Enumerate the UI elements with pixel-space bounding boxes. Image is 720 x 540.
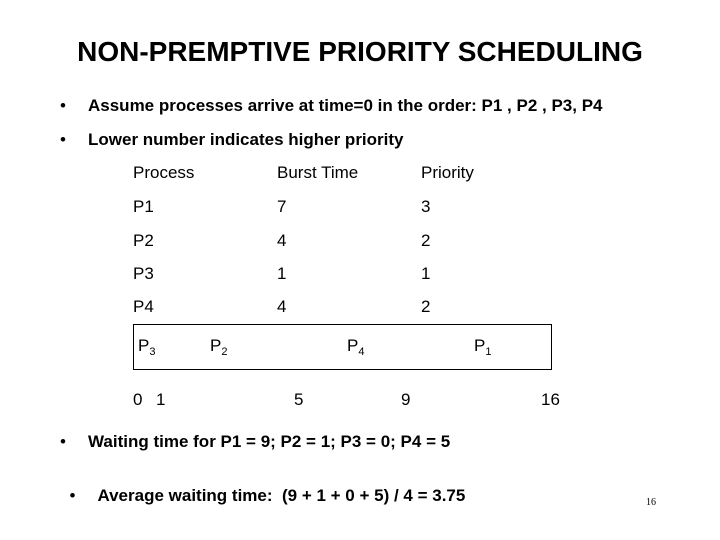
gantt-segment-name: P (474, 336, 486, 355)
table-cell-priority: 2 (421, 297, 431, 316)
table-cell-process: P4 (133, 297, 154, 316)
table-cell-process: P1 (133, 197, 154, 216)
gantt-segment-sub: 4 (358, 346, 365, 358)
gantt-segment-name: P (347, 336, 359, 355)
gantt-segment-sub: 2 (221, 346, 228, 358)
table-cell-burst: 4 (277, 297, 287, 316)
bullet-text: Assume processes arrive at time=0 in the order: P1 , P2 , P3, P4 (88, 96, 603, 115)
bullet-marker: • (60, 130, 66, 149)
bullet-average-waiting-time (60, 466, 465, 506)
table-cell-process: P2 (133, 231, 154, 250)
table-cell-burst: 4 (277, 231, 287, 250)
gantt-segment-p2 (210, 336, 227, 358)
bullet-waiting-times (60, 432, 450, 452)
bullet-priority-rule (60, 130, 404, 150)
table-cell-process: P3 (133, 264, 154, 283)
table-cell-burst: 1 (277, 264, 287, 283)
bullet-marker: • (69, 486, 76, 505)
table-header-process: Process (133, 163, 195, 182)
bullet-arrival-order (60, 96, 603, 116)
page-number: 16 (646, 497, 656, 508)
gantt-segment-name: P (138, 336, 150, 355)
gantt-segment-p3 (138, 336, 155, 358)
gantt-tick: 0 (133, 390, 143, 409)
bullet-marker: • (60, 96, 66, 115)
gantt-tick: 16 (541, 390, 560, 409)
gantt-segment-sub: 3 (149, 346, 156, 358)
gantt-segment-sub: 1 (485, 346, 492, 358)
table-cell-priority: 3 (421, 197, 431, 216)
table-cell-burst: 7 (277, 197, 287, 216)
gantt-tick: 9 (401, 390, 411, 409)
bullet-text: Average waiting time: (9 + 1 + 0 + 5) / 4 = 3.75 (97, 486, 466, 505)
bullet-marker: • (60, 432, 66, 451)
gantt-tick: 1 (156, 390, 166, 409)
bullet-text: Lower number indicates higher priority (88, 130, 404, 149)
bullet-text: Waiting time for P1 = 9; P2 = 1; P3 = 0; P4 = 5 (88, 432, 451, 451)
table-header-priority: Priority (421, 163, 474, 182)
table-cell-priority: 1 (421, 264, 431, 283)
table-header-burst-time: Burst Time (277, 163, 359, 182)
slide-title: NON-PREMPTIVE PRIORITY SCHEDULING (77, 36, 643, 67)
gantt-segment-name: P (210, 336, 222, 355)
gantt-segment-p4 (347, 336, 364, 358)
gantt-segment-p1 (474, 336, 491, 358)
table-cell-priority: 2 (421, 231, 431, 250)
gantt-tick: 5 (294, 390, 304, 409)
